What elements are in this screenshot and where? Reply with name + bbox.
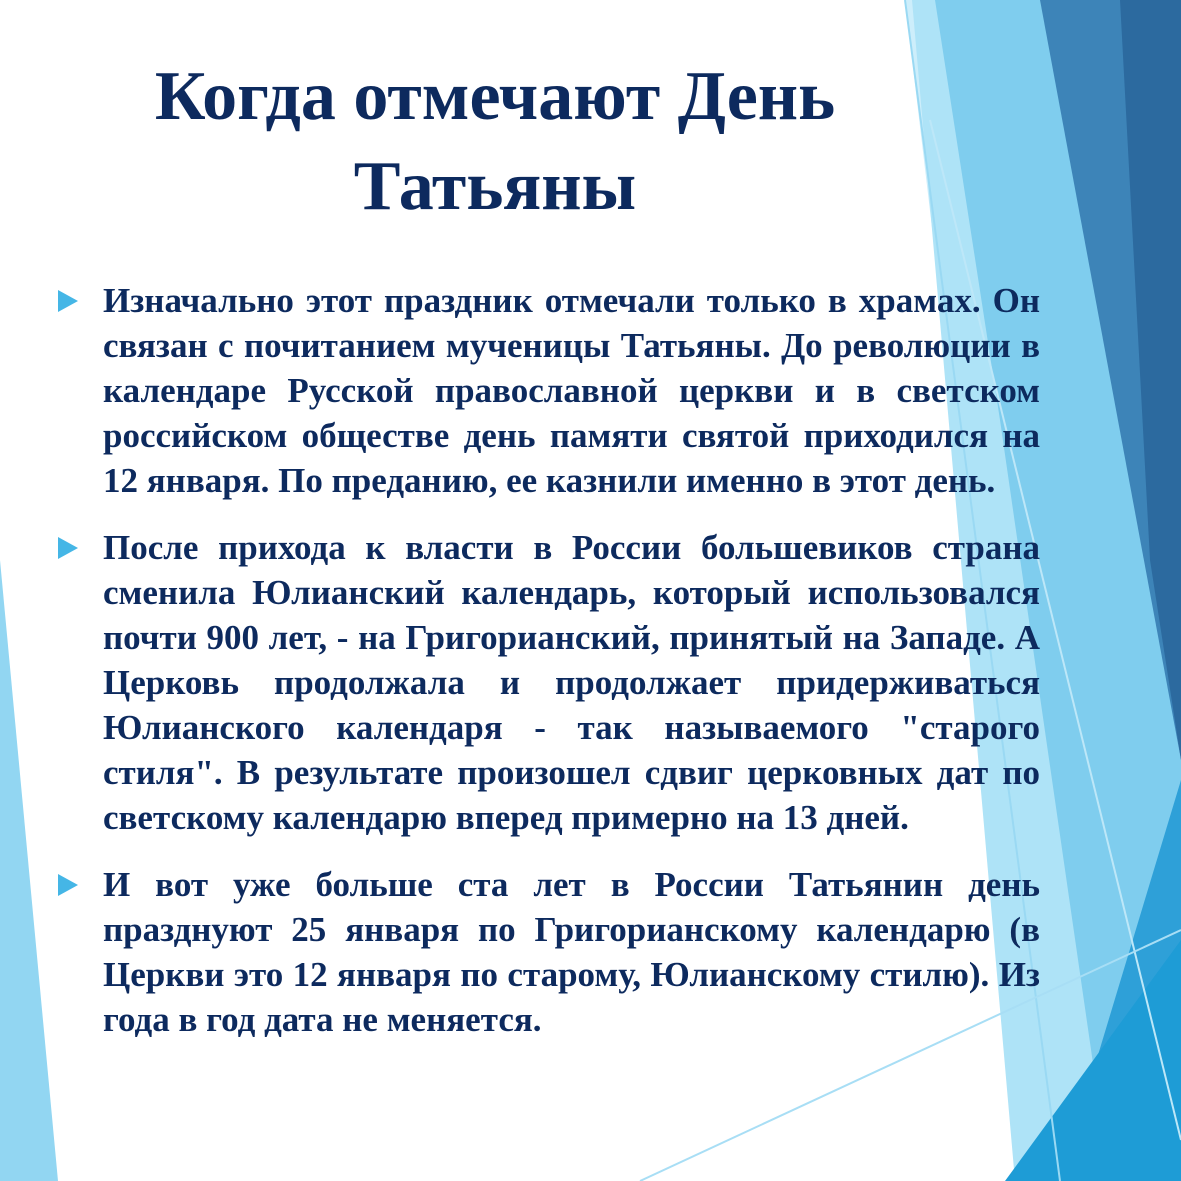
bullet-text: И вот уже больше ста лет в России Татьянин день празднуют 25 января по Григорианскому календарю (в Церкви это 12 января по старому, Юлианскому стилю). Из года в год дата не меняется. bbox=[103, 865, 1040, 1039]
bullet-list bbox=[58, 278, 1040, 1064]
bullet-item-1 bbox=[58, 278, 1040, 503]
triangle-bullet-icon bbox=[58, 290, 78, 312]
triangle-bullet-icon bbox=[58, 874, 78, 896]
bullet-text: После прихода к власти в России большевиков страна сменила Юлианский календарь, который использовался почти 900 лет, - на Григорианский, принятый на Западе. А Церковь продолжала и продолжает придерживаться Юлианского календаря - так называемого "старого стиля". В результате произошел сдвиг церковных дат по светскому календарю вперед примерно на 13 дней. bbox=[103, 528, 1040, 837]
triangle-bullet-icon bbox=[58, 537, 78, 559]
page-title-line-2: Татьяны bbox=[353, 148, 637, 225]
page-title-line-1: Когда отмечают День bbox=[154, 58, 836, 135]
page-title bbox=[0, 52, 990, 232]
bullet-item-3 bbox=[58, 862, 1040, 1042]
left-edge-wedge bbox=[0, 560, 58, 1181]
bullet-item-2 bbox=[58, 525, 1040, 840]
bullet-text: Изначально этот праздник отмечали только в храмах. Он связан с почитанием мученицы Татьяны. До революции в календаре Русской православной церкви и в светском российском обществе день памяти святой приходился на 12 января. По преданию, ее казнили именно в этот день. bbox=[103, 281, 1040, 500]
